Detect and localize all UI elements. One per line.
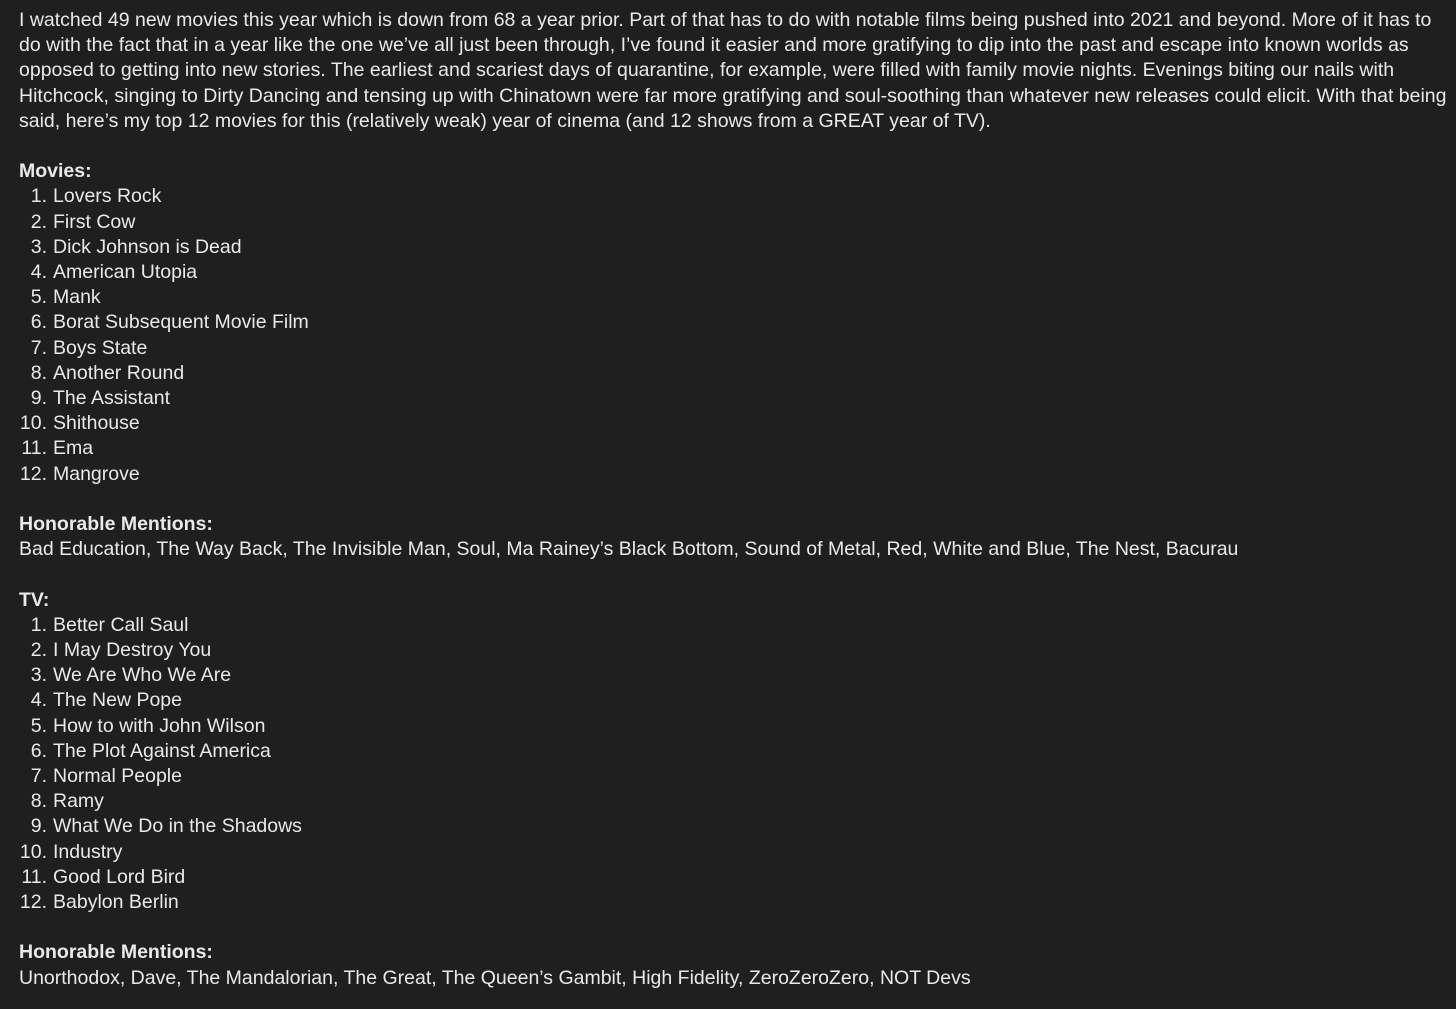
- list-number: 2.: [30, 210, 47, 233]
- movie-title: Dick Johnson is Dead: [53, 235, 242, 258]
- list-number: 5.: [30, 714, 47, 737]
- movie-title: Lovers Rock: [53, 185, 162, 208]
- show-title: We Are Who We Are: [53, 664, 232, 687]
- list-item: [19, 789, 1447, 814]
- list-number: 2.: [30, 639, 47, 662]
- list-item: [19, 739, 1447, 764]
- movie-title: First Cow: [53, 210, 136, 233]
- movie-title: Borat Subsequent Movie Film: [53, 311, 309, 334]
- list-item: [19, 436, 1447, 461]
- list-number: 12.: [19, 891, 47, 914]
- show-title: I May Destroy You: [53, 639, 212, 662]
- tv-mentions-text: Unorthodox, Dave, The Mandalorian, The Great, The Queen’s Gambit, High Fidelity, ZeroZeroZero, NOT Devs: [19, 966, 971, 989]
- list-number: 11.: [21, 437, 47, 460]
- movies-list: [19, 184, 1447, 486]
- list-number: 6.: [30, 311, 47, 334]
- list-number: 9.: [30, 815, 47, 838]
- list-item: [19, 260, 1447, 285]
- list-item: [19, 285, 1447, 310]
- list-item: [19, 688, 1447, 713]
- intro-paragraph: I watched 49 new movies this year which is down from 68 a year prior. Part of that has to do with notable films being pushed into 2021 and beyond. More of it has to do with the fact that in a year like the one we’ve all just been through, I’ve found it easier and more gratifying to dip into the past and escape into known worlds as opposed to getting into new stories. The earliest and scariest days of quarantine, for example, were filled with family movie nights. Evenings biting our nails with Hitchcock, singing to Dirty Dancing and tensing up with Chinatown were far more gratifying and soul-soothing than whatever new releases could elicit. With that being said, here’s my top 12 movies for this (relatively weak) year of cinema (and 12 shows from a GREAT year of TV).: [19, 9, 1447, 132]
- list-item: [19, 411, 1447, 436]
- list-number: 7.: [30, 336, 47, 359]
- show-title: Normal People: [53, 765, 182, 788]
- list-item: [19, 310, 1447, 335]
- list-item: [19, 890, 1447, 915]
- show-title: Good Lord Bird: [53, 865, 186, 888]
- list-number: 10.: [19, 412, 47, 435]
- list-item: [19, 336, 1447, 361]
- list-item: [19, 638, 1447, 663]
- list-number: 8.: [30, 790, 47, 813]
- movie-title: Ema: [53, 437, 94, 460]
- list-item: [19, 814, 1447, 839]
- blank-line: [19, 915, 1447, 940]
- tv-heading: TV:: [19, 588, 50, 611]
- movies-mentions-text: Bad Education, The Way Back, The Invisible Man, Soul, Ma Rainey’s Black Bottom, Sound of Metal, Red, White and Blue, The Nest, Bacurau: [19, 538, 1239, 561]
- movie-title: Shithouse: [53, 412, 140, 435]
- show-title: Better Call Saul: [53, 613, 189, 636]
- list-number: 10.: [19, 840, 47, 863]
- list-item: [19, 361, 1447, 386]
- list-item: [19, 865, 1447, 890]
- show-title: Ramy: [53, 790, 104, 813]
- list-number: 7.: [30, 765, 47, 788]
- list-item: [19, 613, 1447, 638]
- list-item: [19, 184, 1447, 209]
- movie-title: Mank: [53, 286, 101, 309]
- list-number: 8.: [30, 361, 47, 384]
- list-item: [19, 235, 1447, 260]
- movies-mentions-heading: Honorable Mentions:: [19, 513, 213, 536]
- list-item: [19, 764, 1447, 789]
- show-title: The Plot Against America: [53, 739, 271, 762]
- list-item: [19, 386, 1447, 411]
- list-number: 4.: [30, 261, 47, 284]
- list-number: 12.: [19, 462, 47, 485]
- list-item: [19, 210, 1447, 235]
- list-number: 4.: [30, 689, 47, 712]
- show-title: How to with John Wilson: [53, 714, 266, 737]
- show-title: What We Do in the Shadows: [53, 815, 302, 838]
- list-item: [19, 714, 1447, 739]
- show-title: Industry: [53, 840, 123, 863]
- tv-mentions-heading: Honorable Mentions:: [19, 941, 213, 964]
- movie-title: Boys State: [53, 336, 148, 359]
- movie-title: The Assistant: [53, 387, 171, 410]
- show-title: The New Pope: [53, 689, 182, 712]
- movies-heading: Movies:: [19, 160, 92, 183]
- list-number: 6.: [30, 739, 47, 762]
- list-number: 3.: [30, 235, 47, 258]
- list-item: [19, 663, 1447, 688]
- list-number: 1.: [30, 613, 47, 636]
- list-number: 3.: [30, 664, 47, 687]
- movie-title: American Utopia: [53, 261, 198, 284]
- note-body[interactable]: [19, 8, 1447, 991]
- blank-line: [19, 487, 1447, 512]
- blank-line: [19, 562, 1447, 587]
- list-number: 11.: [21, 865, 47, 888]
- movie-title: Another Round: [53, 361, 185, 384]
- list-number: 5.: [30, 286, 47, 309]
- list-number: 1.: [30, 185, 47, 208]
- blank-line: [19, 134, 1447, 159]
- movie-title: Mangrove: [53, 462, 140, 485]
- show-title: Babylon Berlin: [53, 891, 179, 914]
- list-item: [19, 462, 1447, 487]
- list-number: 9.: [30, 387, 47, 410]
- tv-list: [19, 613, 1447, 915]
- list-item: [19, 840, 1447, 865]
